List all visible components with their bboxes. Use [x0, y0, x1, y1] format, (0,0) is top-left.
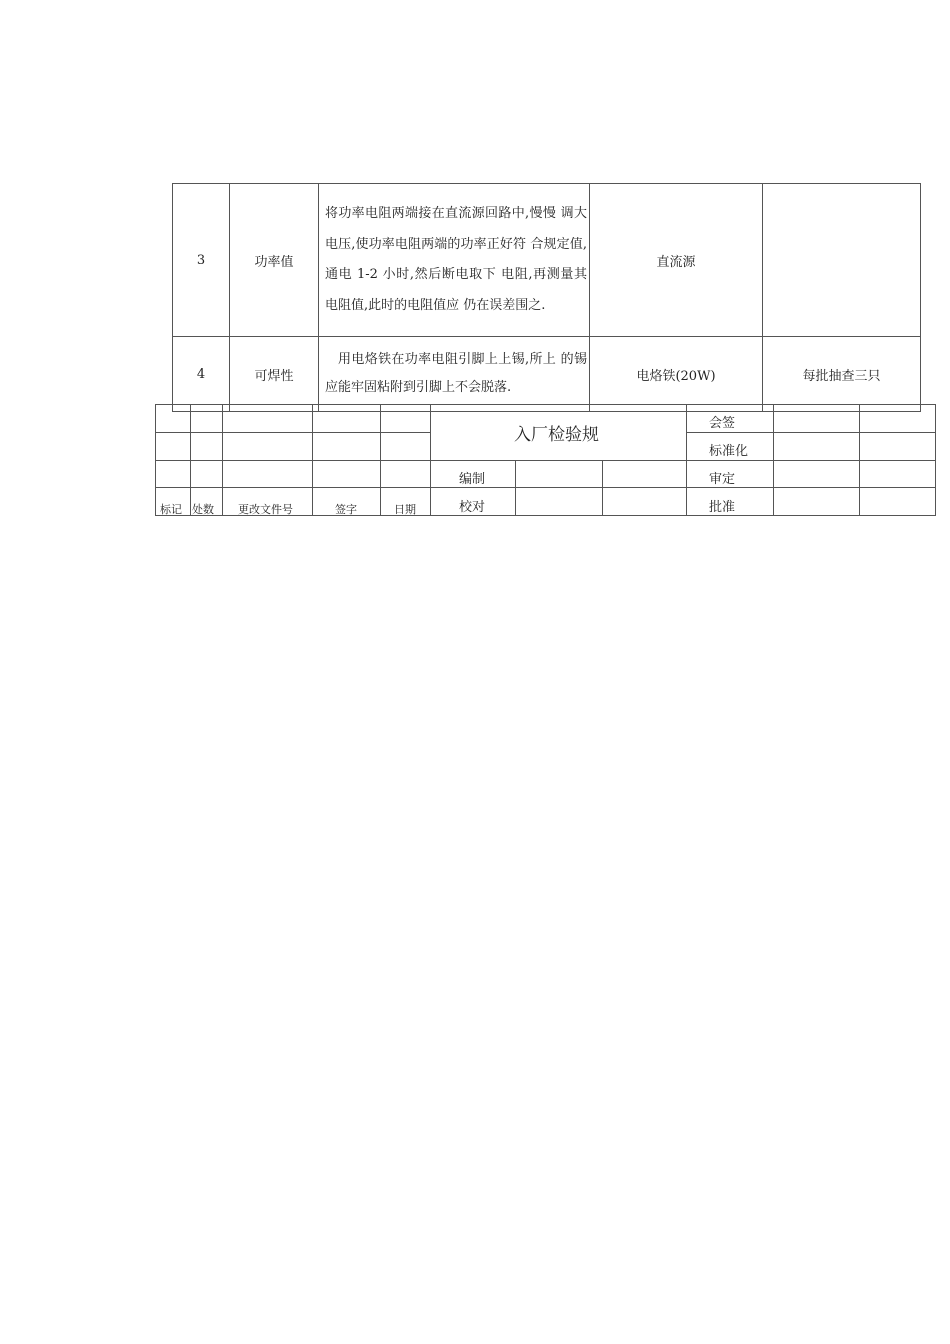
inspection-item: 功率值: [230, 184, 319, 337]
inspection-method: 将功率电阻两端接在直流源回路中,慢慢 调大电压,使功率电阻两端的功率正好符 合规定值,通电 1-2 小时,然后断电取下 电阻,再测量其电阻值,此时的电阻值应 仍在误差围之.: [319, 184, 590, 337]
countersign-label: 会签: [709, 416, 736, 431]
inspection-equipment: 电烙铁(20W): [590, 337, 763, 412]
change-doc-label: 更改文件号: [238, 503, 293, 516]
approve-label: 批准: [709, 500, 736, 515]
document-title: 入厂检验规: [514, 425, 599, 445]
inspection-table: [172, 183, 921, 412]
date-label: 日期: [394, 503, 416, 516]
table-row: [173, 337, 921, 412]
item-number: 3: [173, 184, 230, 337]
sampling-plan: 每批抽查三只: [763, 337, 921, 412]
proofread-label: 校对: [459, 500, 486, 515]
count-label: 处数: [192, 503, 214, 516]
inspection-equipment: 直流源: [590, 184, 763, 337]
mark-label: 标记: [160, 503, 182, 516]
review-label: 审定: [709, 472, 736, 487]
signature-label: 签字: [335, 503, 357, 516]
title-block: [155, 404, 936, 516]
sampling-plan: [763, 184, 921, 337]
inspection-method: 用电烙铁在功率电阻引脚上上锡,所上 的锡应能牢固粘附到引脚上不会脱落.: [319, 337, 590, 412]
compile-label: 编制: [459, 472, 486, 487]
standardize-label: 标准化: [709, 444, 749, 459]
inspection-item: 可焊性: [230, 337, 319, 412]
item-number: 4: [173, 337, 230, 412]
table-row: [173, 184, 921, 337]
